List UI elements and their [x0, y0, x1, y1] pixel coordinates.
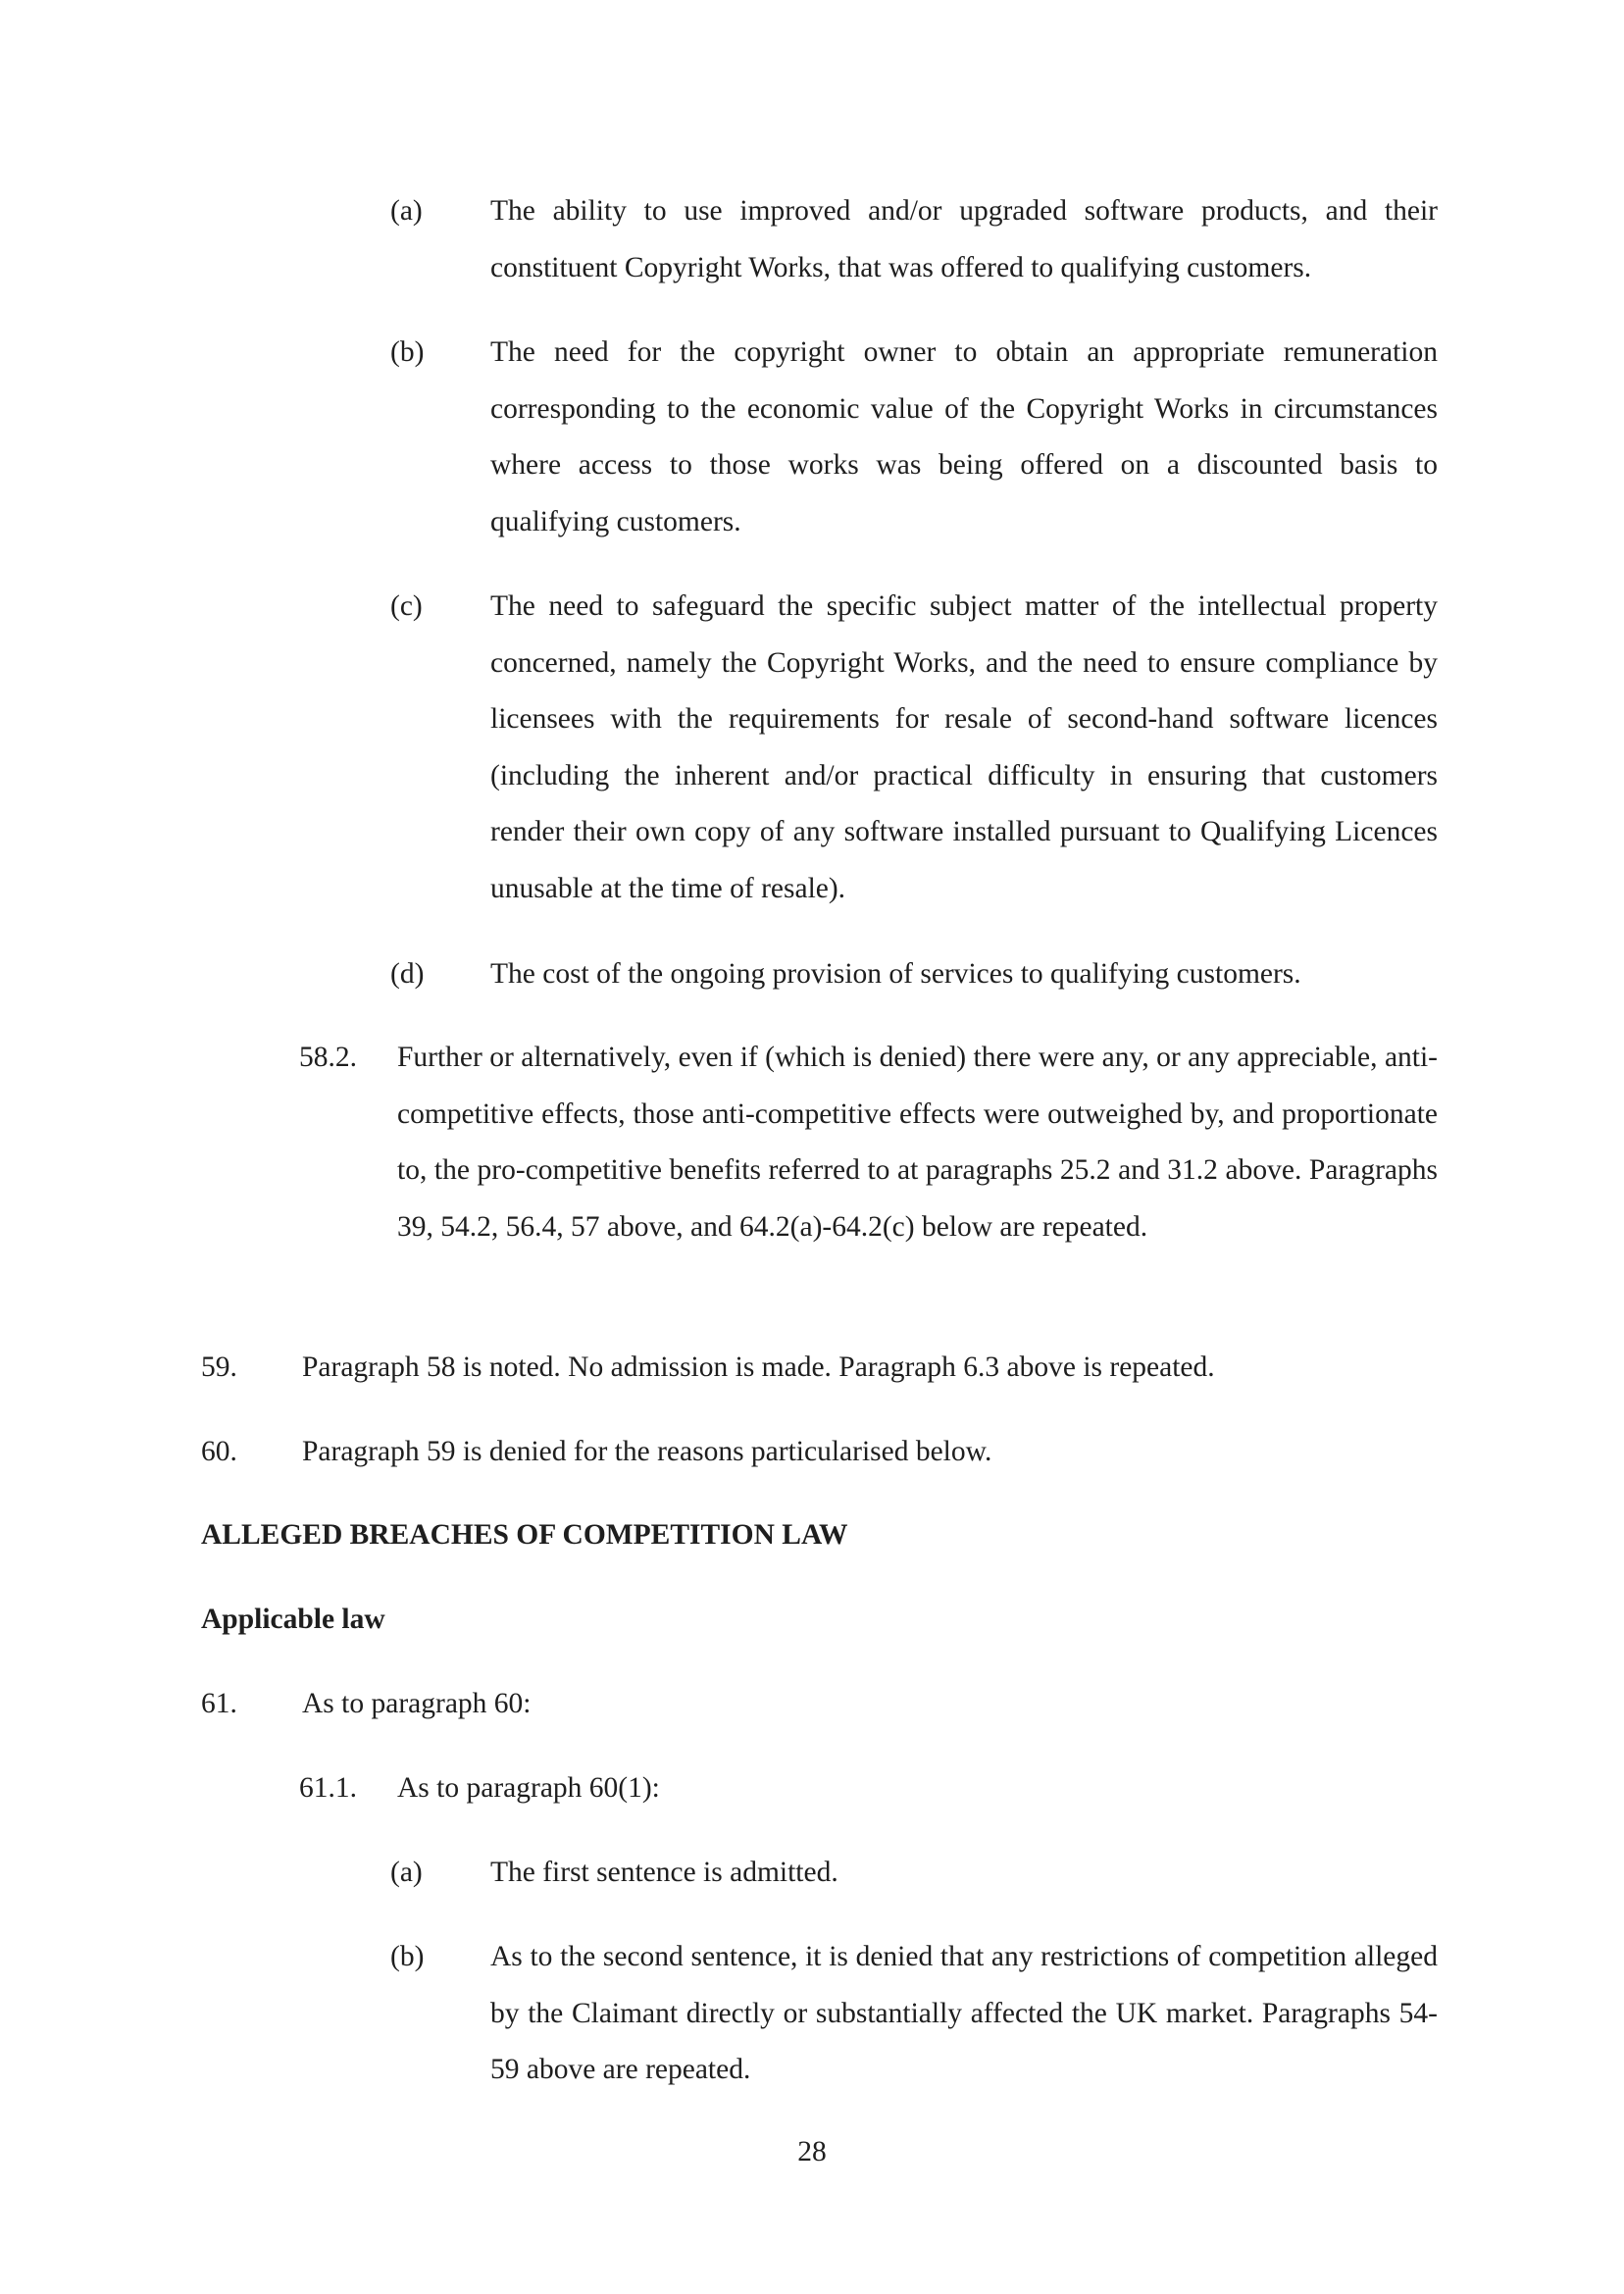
- item-label: (b): [390, 336, 425, 368]
- item-text: As to the second sentence, it is denied that any restrictions of competition alleged by the Claimant directly or substantially affected the UK market. Paragraphs 54-59 above are repeated.: [490, 1941, 1438, 2085]
- paragraph-number: 59.: [201, 1351, 237, 1383]
- paragraph-text: As to paragraph 60:: [302, 1688, 532, 1719]
- item-text: The cost of the ongoing provision of services to qualifying customers.: [490, 958, 1301, 990]
- paragraph-text: Paragraph 59 is denied for the reasons particularised below.: [302, 1436, 992, 1467]
- item-label: (b): [390, 1941, 425, 1972]
- paragraph-number: 60.: [201, 1436, 237, 1467]
- paragraph-number: 61.: [201, 1688, 237, 1719]
- item-label: (a): [390, 1857, 423, 1888]
- paragraph-text: Paragraph 58 is noted. No admission is made. Paragraph 6.3 above is repeated.: [302, 1351, 1215, 1383]
- paragraph-number: 61.1.: [299, 1772, 357, 1804]
- item-text: The ability to use improved and/or upgraded software products, and their constituent Copyright Works, that was offered to qualifying customers.: [490, 195, 1438, 283]
- item-label: (c): [390, 590, 423, 622]
- item-label: (d): [390, 958, 425, 990]
- item-text: The need for the copyright owner to obtain an appropriate remuneration corresponding to the economic value of the Copyright Works in circumstances where access to those works was being offered on a discounted basis to qualifying customers.: [490, 336, 1438, 537]
- paragraph-number: 58.2.: [299, 1042, 357, 1073]
- section-heading: ALLEGED BREACHES OF COMPETITION LAW: [201, 1519, 848, 1551]
- page-number: 28: [797, 2136, 827, 2167]
- paragraph-text: Further or alternatively, even if (which is denied) there were any, or any appreciable, anti-competitive effects, those anti-competitive effects were outweighed by, and proportionate to, the pro-competitive benefits referred to at paragraphs 25.2 and 31.2 above. Paragraphs 39, 54.2, 56.4, 57 above, and 64.2(a)-64.2(c) below are repeated.: [397, 1042, 1438, 1243]
- item-text: The need to safeguard the specific subject matter of the intellectual property concerned, namely the Copyright Works, and the need to ensure compliance by licensees with the requirements for resale of second-hand software licences (including the inherent and/or practical difficulty in ensuring that customers render their own copy of any software installed pursuant to Qualifying Licences unusable at the time of resale).: [490, 590, 1438, 904]
- paragraph-text: As to paragraph 60(1):: [397, 1772, 660, 1804]
- subsection-heading: Applicable law: [201, 1604, 385, 1635]
- item-label: (a): [390, 195, 423, 227]
- item-text: The first sentence is admitted.: [490, 1857, 838, 1888]
